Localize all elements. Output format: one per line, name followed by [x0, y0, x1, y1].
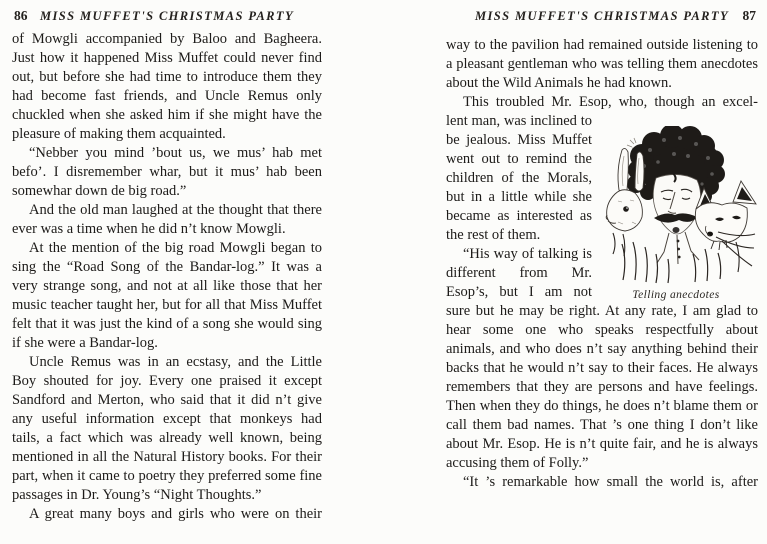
- page-number-right: 87: [742, 8, 756, 23]
- paragraph-continuation: lent man, was inclined to be jealous. Miss Muffet went out to remind the children of the Morals, but in a little while she became as interested as the rest of them.: [446, 113, 592, 243]
- running-title-right: MISS MUFFET'S CHRISTMAS PARTY: [475, 9, 729, 23]
- page-right: [446, 0, 758, 544]
- paragraph-first-line: This troubled Mr. Esop, who, though an excel-: [463, 94, 758, 110]
- paragraph: of Mowgli accompanied by Baloo and Bagheera. Just how it happened Miss Muffet could never find out, but before she had time to introduce them they had become fast friends, and Uncle Remus only chuckled when she asked him if she might have the pleasure of making them acquainted.: [12, 31, 322, 142]
- figure-caption: Telling anecdotes: [632, 289, 720, 301]
- paragraph: way to the pavilion had remained outside listening to a pleasant gentleman who was telling them anecdotes about the Wild Animals he had known.: [446, 37, 758, 91]
- text-wrap-column: [446, 112, 592, 302]
- paragraph-wide: sure but he may be right. At any rate, I am glad to hear some one who speaks respectfully about animals, and who does n’t say anything behind their backs that he would n’t say to their faces. He always remembers that they are persons and have feelings. Then when they do things, he does n’t blame them or call them bad names. That ’s one thing I don’t like about Mr. Esop. He is n’t quite fair, and he is always accusing them of Folly.”: [446, 303, 758, 471]
- man-with-rabbit-and-fox-illustration: [594, 126, 758, 305]
- jacket-hatching: [622, 242, 721, 283]
- page-number-left: 86: [14, 8, 28, 23]
- running-header-right: [446, 9, 758, 29]
- paragraph: “It ’s remarkable how small the world is, after: [463, 474, 758, 490]
- page-left: [12, 0, 322, 544]
- rabbit: [606, 148, 644, 256]
- chin-tuft: [673, 227, 680, 233]
- paragraph-narrow: “His way of talking is different from Mr. Esop’s, but I am not: [446, 246, 592, 300]
- running-title-left: MISS MUFFET'S CHRISTMAS PARTY: [40, 9, 294, 23]
- paragraph: Uncle Remus was in an ecstasy, and the Little Boy shouted for joy. Every one praised it except Sandford and Merton, who said that it did n’t give any useful information except that monkeys had tails, a fact which was already well known, being mentioned in all the Natural History books. For their part, when it came to poetry they preferred some fine passages in Dr. Young’s “Night Thoughts.”: [12, 354, 322, 503]
- face: [653, 174, 700, 234]
- page-left-body: [12, 30, 322, 524]
- fox: [695, 181, 756, 272]
- running-header-left: [12, 9, 322, 29]
- paragraph: At the mention of the big road Mowgli began to sing the “Road Song of the Bandar-log.” It was a very strange song, and not at all like those that her music teacher taught her, but for all that Miss Muffet felt that it was just the kind of a song she would sing if she were a Bandar-log.: [12, 240, 322, 351]
- paragraph: A great many boys and girls who were on their: [29, 506, 322, 522]
- paragraph: And the old man laughed at the thought that there ever was a time when he did n’t know Mowgli.: [12, 202, 322, 237]
- engraving-drawing: [594, 126, 758, 284]
- page-right-body: [446, 36, 758, 492]
- paragraph: “Nebber you mind ’bout us, we mus’ hab met befo’. I disremember whar, but it mus’ hab been somewhar down de big road.”: [12, 145, 322, 199]
